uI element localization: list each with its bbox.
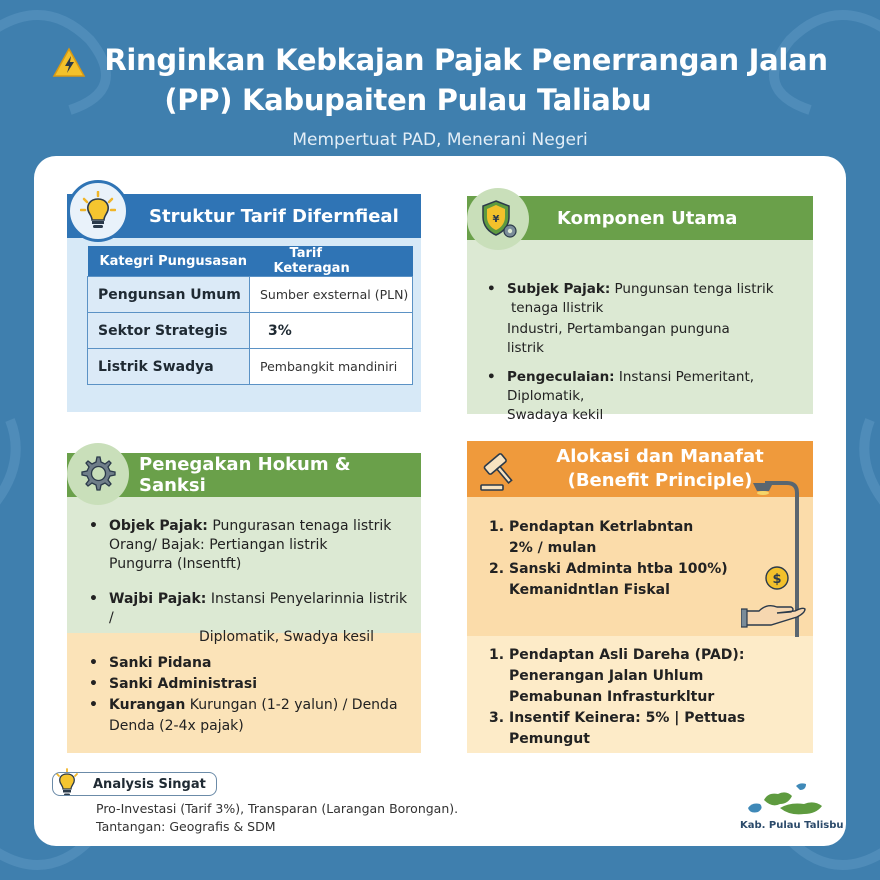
tariff-heading: Struktur Tarif Difernfieal xyxy=(67,194,421,238)
item-text: Instansi Pemeritant, Diplomatik, xyxy=(507,369,755,404)
item-line: Swadaya kekil xyxy=(507,407,604,423)
list-item xyxy=(489,517,749,559)
analysis-heading-box xyxy=(52,772,217,796)
item-sub: 2% / mulan xyxy=(509,540,597,556)
sanctions-list xyxy=(89,653,409,737)
item-line: tenaga llistrik xyxy=(511,300,604,316)
enforcement-panel xyxy=(67,453,421,753)
analysis-line-1: Pro-Investasi (Tarif 3%), Transparan (Larangan Borongan). xyxy=(96,801,459,816)
analysis-line-2: Tantangan: Geografis & SDM xyxy=(96,819,276,834)
title-line-1: Ringinkan Kebkajan Pajak Penerrangan Jalan xyxy=(104,43,828,77)
item-line: listrik xyxy=(507,340,544,356)
item-sub: Kemanidntlan Fiskal xyxy=(509,582,670,598)
item-line: Diplomatik, Swadya kesil xyxy=(199,629,375,645)
table-row xyxy=(88,349,413,385)
list-item xyxy=(89,590,409,647)
item-text: Sanski Adminta htba 100%) xyxy=(509,561,728,577)
item-label: Pengeculaian: xyxy=(507,369,615,385)
list-item xyxy=(89,653,409,674)
shield-gear-icon xyxy=(467,188,529,250)
item-label: Sanki Administrasi xyxy=(109,676,257,692)
item-number: 3. xyxy=(489,710,505,726)
allocation-list-top xyxy=(489,517,749,601)
enforcement-list xyxy=(89,517,409,647)
warning-icon xyxy=(52,46,86,80)
page-title xyxy=(104,40,827,120)
list-item xyxy=(489,708,809,750)
item-line: Pungurra (Insentft) xyxy=(109,556,242,572)
allocation-heading-line-1: Alokasi dan Manafat xyxy=(556,446,764,467)
enforcement-heading: Penegakan Hokum & Sanksi xyxy=(67,453,421,497)
item-text: Pungurasan tenaga listrik xyxy=(212,518,392,534)
item-label: Objek Pajak: xyxy=(109,518,208,534)
tariff-table xyxy=(87,246,413,385)
item-label: Sanki Pidana xyxy=(109,655,212,671)
column-header-note: Keteragan xyxy=(273,261,350,276)
item-sub: Pemabunan Infrasturkltur xyxy=(509,689,715,705)
components-panel xyxy=(467,196,813,423)
item-number: 1. xyxy=(489,519,505,535)
hand-coin-icon xyxy=(741,565,807,629)
allocation-heading-line-2: (Benefit Principle) xyxy=(567,470,753,491)
item-text: Pendaptan Ketrlabntan xyxy=(509,519,694,535)
row-category: Listrik Swadya xyxy=(88,349,250,385)
row-note: Sumber exsternal (PLN) xyxy=(250,277,413,313)
svg-text:¥: ¥ xyxy=(492,214,500,225)
column-header-rate: Tarif xyxy=(289,246,322,261)
title-row xyxy=(0,40,880,120)
list-item xyxy=(487,280,807,358)
item-label: Wajbi Pajak: xyxy=(109,591,207,607)
column-header-rate-note xyxy=(250,246,413,277)
main-card xyxy=(34,156,846,846)
title-line-2: (PP) Kabupaiten Pulau Taliabu xyxy=(164,83,652,117)
components-heading: Komponen Utama xyxy=(467,196,813,240)
item-sub: Penerangan Jalan Uhlum xyxy=(509,668,704,684)
row-category: Sektor Strategis xyxy=(88,313,250,349)
table-header-row xyxy=(88,246,413,277)
row-rate: 3% xyxy=(250,313,413,349)
item-label: Subjek Pajak: xyxy=(507,281,611,297)
header xyxy=(0,40,880,150)
list-item xyxy=(89,517,409,574)
row-category: Pengunsan Umum xyxy=(88,277,250,313)
list-item xyxy=(89,695,409,737)
list-item xyxy=(89,674,409,695)
allocation-panel xyxy=(467,441,813,753)
logo-caption: Kab. Pulau Talisbu xyxy=(740,820,844,831)
gear-icon xyxy=(67,443,129,505)
row-note: Pembangkit mandiniri xyxy=(250,349,413,385)
item-line: Industri, Pertambangan punguna xyxy=(507,321,730,337)
item-number: 1. xyxy=(489,647,505,663)
analysis-heading: Analysis Singat xyxy=(93,776,206,792)
allocation-list-bottom xyxy=(489,645,809,750)
item-text: Instansi Penyelarinnia listrik / xyxy=(109,591,408,626)
item-line: Orang/ Bajak: Pertiangan listrik xyxy=(109,537,328,553)
item-line: Denda (2-4x pajak) xyxy=(109,718,244,734)
item-text: Insentif Keinera: 5% | Pettuas Pemungut xyxy=(509,710,746,747)
table-row xyxy=(88,277,413,313)
gavel-icon xyxy=(475,447,525,497)
page-subtitle: Mempertuat PAD, Menerani Negeri xyxy=(292,130,588,150)
item-text: Pungunsan tenga listrik xyxy=(614,281,774,297)
item-number: 2. xyxy=(489,561,505,577)
item-label: Kurangan xyxy=(109,697,186,713)
column-header-category: Kategri Pungusasan xyxy=(88,246,250,277)
components-list xyxy=(487,280,807,425)
lightbulb-icon xyxy=(67,180,129,242)
tariff-panel xyxy=(67,194,421,412)
item-text: Kurungan (1-2 yalun) / Denda xyxy=(189,697,398,713)
table-row xyxy=(88,313,413,349)
svg-text:$: $ xyxy=(772,572,782,587)
list-item xyxy=(489,645,809,708)
list-item xyxy=(487,368,807,425)
analysis-text xyxy=(96,800,458,836)
list-item xyxy=(489,559,749,601)
item-text: Pendaptan Asli Dareha (PAD): xyxy=(509,647,745,663)
